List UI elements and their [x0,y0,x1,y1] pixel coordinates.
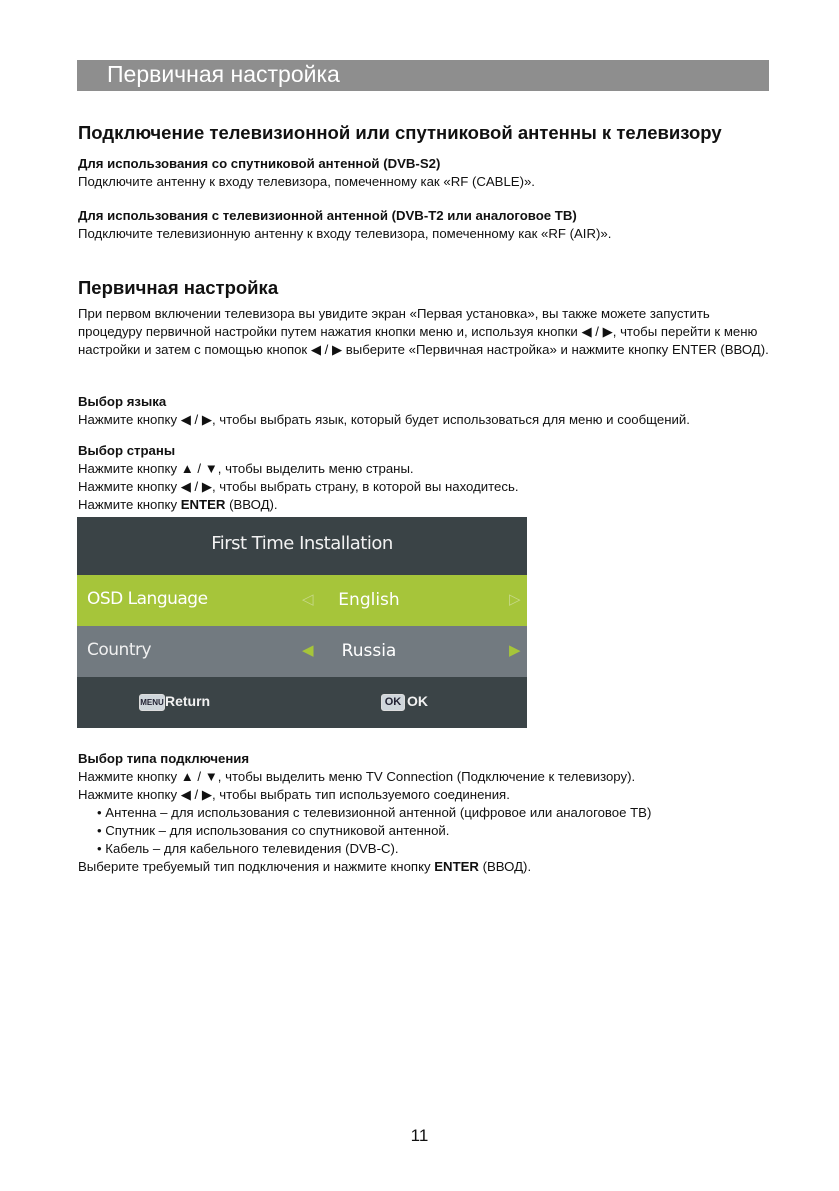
country-line-2: Нажмите кнопку ◀ / ▶, чтобы выбрать страну, в которой вы находитесь. [78,479,519,494]
connection-final-enter: ENTER [434,859,479,874]
connection-final-post: (ВВОД). [478,859,532,874]
country-line-1: Нажмите кнопку ▲ / ▼, чтобы выделить меню страны. [78,461,414,476]
ok-label: OK [407,693,428,709]
tv-menu-title: First Time Installation [211,533,393,554]
satellite-title: Для использования со спутниковой антенной (DVB-S2) [78,156,441,171]
connection-line-2: Нажмите кнопку ◀ / ▶, чтобы выбрать тип используемого соединения. [78,787,510,802]
satellite-block [78,155,768,191]
language-block [78,393,768,429]
country-line-3-pre: Нажмите кнопку [78,497,181,512]
left-arrow-icon[interactable]: ◁ [302,591,314,608]
tv-menu-footer [77,677,527,728]
country-block [78,442,768,514]
tv-menu-header [77,517,527,575]
country-title: Выбор страны [78,443,176,458]
return-label: Return [165,693,211,709]
country-line-3-enter: ENTER [180,497,226,512]
language-title: Выбор языка [78,394,167,409]
connection-bullet: • Антенна – для использования с телевизионной антенной (цифровое или аналоговое ТВ) [97,805,652,820]
tv-row-osd-language[interactable] [77,575,527,626]
tv-antenna-title: Для использования с телевизионной антенной (DVB-T2 или аналоговое ТВ) [78,208,577,223]
connection-block [78,750,768,876]
tv-row-value: Russia [341,641,397,661]
tv-antenna-text: Подключите телевизионную антенну к входу телевизора, помеченному как «RF (AIR)». [78,226,612,241]
antenna-heading: Подключение телевизионной или спутниковой антенны к телевизору [78,122,722,143]
page-banner [77,60,769,91]
tv-row-label: Country [87,640,152,660]
tv-antenna-block [78,207,768,243]
language-text: Нажмите кнопку ◀ / ▶, чтобы выбрать язык, который будет использоваться для меню и сообщений. [78,412,690,427]
setup-heading: Первичная настройка [78,277,279,298]
connection-bullet: • Спутник – для использования со спутниковой антенной. [97,823,450,838]
tv-row-label: OSD Language [87,589,208,609]
country-line-3-post: (ВВОД). [225,497,278,512]
ok-key-icon[interactable]: OK [381,694,405,711]
right-arrow-icon[interactable]: ▶ [509,642,521,659]
connection-bullet: • Кабель – для кабельного телевидения (DVB-C). [97,841,399,856]
right-arrow-icon[interactable]: ▷ [509,591,521,608]
left-arrow-icon[interactable]: ◀ [302,642,314,659]
page-number: 11 [410,1126,429,1145]
menu-key-icon[interactable]: MENU [139,694,165,711]
connection-line-1: Нажмите кнопку ▲ / ▼, чтобы выделить меню TV Connection (Подключение к телевизору). [78,769,636,784]
connection-final [78,858,768,876]
tv-row-value: English [338,590,400,610]
banner-title: Первичная настройка [107,61,340,87]
setup-intro: При первом включении телевизора вы увидите экран «Первая установка», вы также можете запустить процедуру первичной настройки путем нажатия кнопки меню и, используя кнопки ◀ / ▶, чтобы перейти к меню настройки и затем с помощью кнопок ◀ / ▶ выберите «Первичная настройка» и нажмите кнопку ENTER (ВВОД). [78,306,769,357]
connection-title: Выбор типа подключения [78,751,250,766]
country-line-3 [78,496,768,514]
connection-final-pre: Выберите требуемый тип подключения и нажмите кнопку [78,859,435,874]
satellite-text: Подключите антенну к входу телевизора, помеченному как «RF (CABLE)». [78,174,535,189]
tv-row-country[interactable] [77,626,527,677]
tv-screenshot [77,517,527,728]
